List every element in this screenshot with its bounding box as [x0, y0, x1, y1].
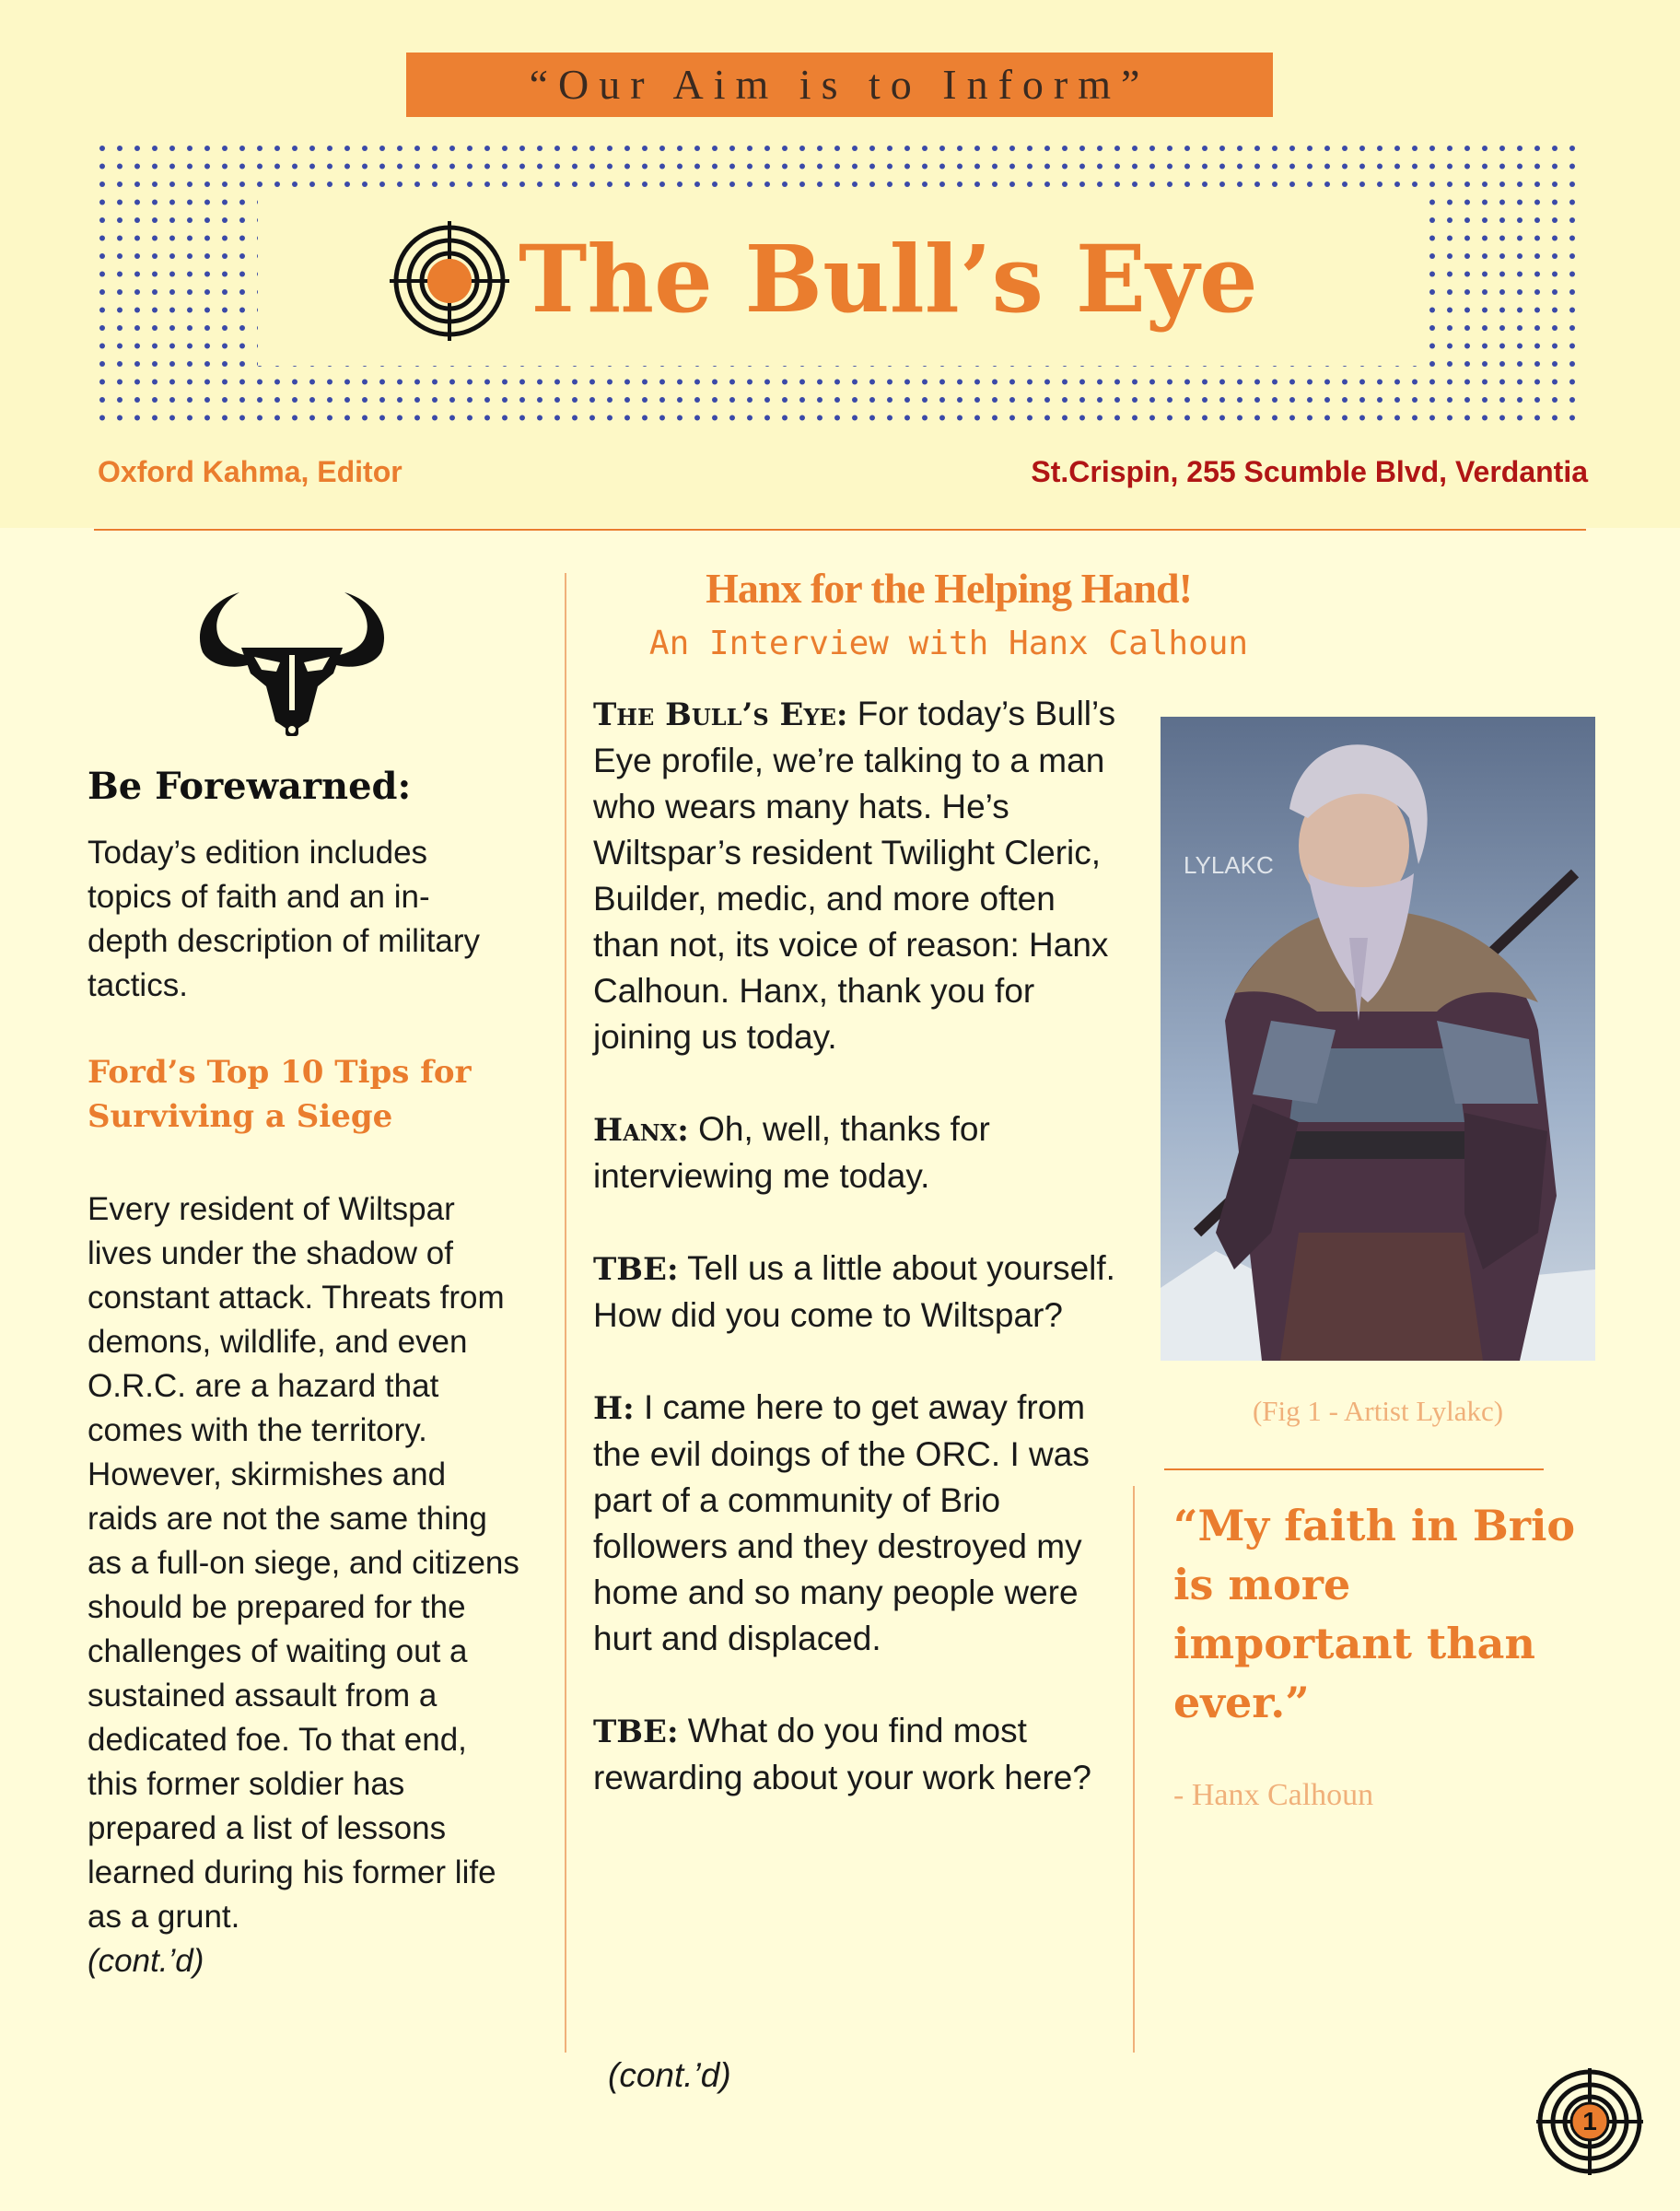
siege-article-body [88, 1187, 520, 1983]
speaker-label: Hanx: [593, 1112, 689, 1149]
editor-credit: Oxford Kahma, Editor [98, 455, 402, 488]
speaker-label: TBE: [593, 1714, 679, 1750]
interview-question [593, 691, 1127, 1060]
figure-caption: (Fig 1 - Artist Lylakc) [1252, 1395, 1504, 1427]
interview-answer [593, 1106, 1127, 1199]
pullquote-attribution: - Hanx Calhoun [1173, 1778, 1374, 1812]
speaker-label: TBE: [593, 1251, 679, 1288]
column-divider-right [1133, 1486, 1135, 2053]
interview-text: What do you find most rewarding about your work here? [593, 1712, 1091, 1796]
interview-text: I came here to get away from the evil doings of the ORC. I was part of a community of Brio followers and they destroyed my home and so many people were hurt and displaced. [593, 1388, 1090, 1657]
pullquote-divider [1164, 1468, 1544, 1470]
interview-answer [593, 1385, 1127, 1662]
article-continued: (cont.’d) [608, 2056, 731, 2094]
interview-body [593, 691, 1127, 1847]
page-number: 1 [1582, 2107, 1597, 2135]
article-subtitle: An Interview with Hanx Calhoun [648, 625, 1249, 662]
artist-signature: LYLAKC [1184, 851, 1274, 879]
target-icon [390, 221, 509, 341]
interview-text: Tell us a little about yourself. How did you come to Wiltspar? [593, 1249, 1115, 1334]
interview-text: For today’s Bull’s Eye profile, we’re talking to a man who wears many hats. He’s Wiltspar’s resident Twilight Cleric, Builder, medic, and more often than not, its voice of reason: Hanx Calhoun. Hanx, thank you for joining us today. [593, 695, 1116, 1056]
siege-text: Every resident of Wiltspar lives under the shadow of constant attack. Threats from demons, wildlife, and even O.R.C. are a hazard that comes with the territory. However, skirmishes and raids are not the same thing as a full-on siege, and citizens should be prepared for the challenges of waiting out a sustained assault from a dedicated foe. To that end, this former soldier has prepared a list of lessons learned during his former life as a grunt. [88, 1191, 519, 1935]
column-divider-left [565, 573, 566, 2053]
interview-question [593, 1246, 1127, 1339]
article-title: Hanx for the Helping Hand! [706, 565, 1192, 612]
motto-banner: “Our Aim is to Inform” [406, 53, 1273, 117]
masthead-title: The Bull’s Eye [519, 225, 1258, 333]
pullquote-text: “My faith in Brio is more important than ever.” [1173, 1501, 1576, 1727]
bull-skull-icon [184, 583, 400, 740]
header-divider [94, 529, 1586, 531]
forewarned-heading: Be Forewarned: [88, 765, 412, 808]
masthead [390, 221, 1258, 341]
speaker-label: The Bull’s Eye: [593, 696, 848, 733]
tips-heading: Ford’s Top 10 Tips for Surviving a Siege [88, 1054, 472, 1135]
interview-text: Oh, well, thanks for interviewing me today. [593, 1110, 990, 1195]
interview-question [593, 1708, 1127, 1801]
speaker-label: H: [593, 1390, 635, 1427]
siege-continued: (cont.’d) [88, 1943, 204, 1979]
address: St.Crispin, 255 Scumble Blvd, Verdantia [1031, 455, 1588, 488]
forewarned-text: Today’s edition includes topics of faith and an in-depth description of military tactics. [88, 835, 481, 1003]
hanx-portrait-image [1161, 717, 1595, 1361]
